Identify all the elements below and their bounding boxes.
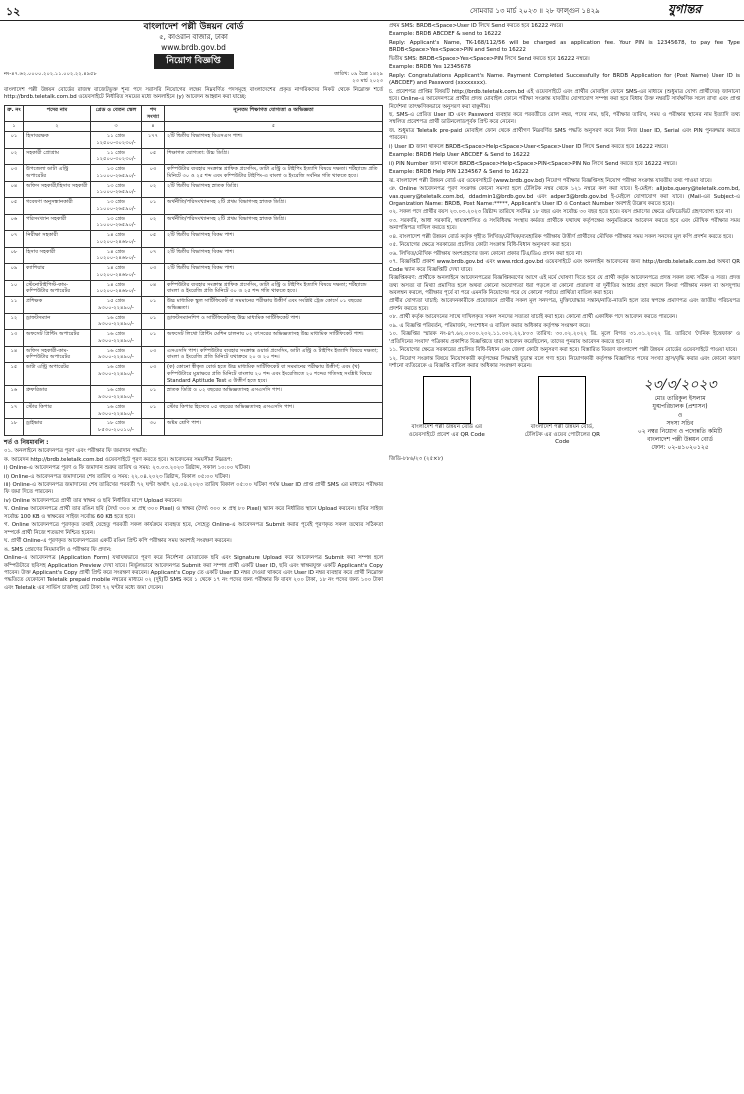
table-cell: অর্থনীতি/পরিসংখ্যানসহ ২টি প্রথম বিভাগসহ স্নাতক ডিগ্রি। [165,198,383,215]
table-cell: ১৪ গ্রেড ১০২০০-২৪৬৮০/- [91,280,142,297]
org-address: ৫, কাওরান বাজার, ঢাকা [159,33,228,42]
newspaper-logo: যুগান্তর [668,2,702,16]
table-cell: ১৭ [5,402,24,419]
signatory-name: মোঃ তারিকুল ইসলাম [654,395,706,403]
table-cell: অর্থনীতি/পরিসংখ্যানসহ ২টি প্রথম বিভাগসহ স্নাতক ডিগ্রি। [165,214,383,231]
table-cell: হিসাবরক্ষক [24,132,91,149]
table-cell: ১১ [5,297,24,314]
paragraph: Example: BRDB Yes 12345678 [389,64,471,71]
table-row [5,148,383,165]
table-cell: ১১ গ্রেড ১২৫০০-৩০২৩০/- [91,148,142,165]
paragraph: খ. Online আবেদনপত্রে প্রার্থী তার রঙিন ছবি (দৈর্ঘ্য ৩০০ × প্রস্থ ৩০০ Pixel) ও স্বাক্ষর (দৈর্ঘ্য ৩০০ × প্রস্থ ৮০ Pixel) স্ক্যান করে নির্ধারিত স্থানে Upload করবেন। ছবির সাইজ সর্বোচ্চ 100 KB ও স্বাক্ষরের সাইজ সর্বোচ্চ 60 KB হতে হবে। [4,506,383,520]
paragraph: ঞ. Online আবেদনপত্র পূরণ সংক্রান্ত কোনো সমস্যা হলে টেলিটক নম্বর থেকে ১২১ নম্বরে কল করা যাবে। ই-মেইল: alljobs.query@teletalk.com.bd, vas.query@teletalk.com.bd, ddadmin1@brdb.gov.bd এবং adper3@brdb.gov.bd ই-মেইলে যোগাযোগ করা যাবে। (Mail-এর Subject-এ Organization Name: BRDB, Post Name:*****, Applicant's User ID ও Contact Number অবশ্যই উল্লেখ করতে হবে)। [389,186,740,207]
paragraph: বিজ্ঞপ্তিকরণ: প্রার্থীকে অনলাইনে আবেদনপত্রের বিজ্ঞপ্তিকরণের আগে এই মর্মে ঘোষণা দিতে হবে যে প্রার্থী কর্তৃক আবেদনপত্রে প্রদত্ত সকল তথ্য সঠিক ও সত্য। প্রদত্ত তথ্য অসত্য বা মিথ্যা প্রমাণিত হলে অথবা কোনো অযোগ্যতা ধরা পড়লে বা কোনো প্রতারণা বা দুর্নীতির আশ্রয় গ্রহণ করলে কিংবা পরীক্ষায় নকল বা অসদুপায় অবলম্বন করলে, পরীক্ষার পূর্বে বা পরে এমনকি নিয়োগের পরে যে কোনো পর্যায়ে প্রার্থিতা বাতিল করা হবে। [389,275,740,296]
table-cell: উপজেলা ডাটা এন্ট্রি অপারেটর [24,165,91,182]
table-cell: ০৭ [5,231,24,248]
table-cell: শিক্ষাগত যোগ্যতা: উচ্চ ডিগ্রি। [165,148,383,165]
table-cell: ০৭ [142,247,165,264]
paragraph: ১১. নিয়োগের ক্ষেত্রে সরকারের প্রচলিত বিধি-বিধান এবং জেলা কোটা অনুসরণ করা হবে। বিস্তারিত বিবরণ বাংলাদেশ পল্লী উন্নয়ন বোর্ডের ওয়েবসাইটে পাওয়া যাবে। [389,347,738,354]
table-cell: অষ্টম শ্রেণি পাশ। [165,419,383,436]
table-cell: ০৩ [142,363,165,386]
col-header: গ্রেড ও বেতন স্কেল [91,105,142,122]
paragraph: ছ. SMS-এ প্রেরিত User ID এবং Password ব্যবহার করে পরবর্তীতে রোল নম্বর, পদের নাম, ছবি, পরীক্ষার তারিখ, সময় ও পরীক্ষার স্থানের নাম ইত্যাদি তথ্য সম্বলিত প্রবেশপত্র প্রার্থী ডাউনলোডপূর্বক প্রিন্ট করে নেবেন। [389,111,740,126]
table-row [5,181,383,198]
table-cell: ১৬ গ্রেড ৯৩০০-২২৪৯০/- [91,330,142,347]
paragraph: Online-এ আবেদনপত্র (Application Form) যথাযথভাবে পূরণ করে নির্দেশনা মোতাবেক ছবি এবং Signature Upload করে আবেদনপত্র Submit করা সম্পন্ন হলে কম্পিউটারে ছবিসহ Application Preview দেখা যাবে। নির্ভুলভাবে আবেদনপত্র Submit করা সম্পন্ন প্রার্থী একটি User ID, ছবি এবং স্বাক্ষরযুক্ত একটি Applicant's Copy পাবেন। উক্ত Applicant's Copy প্রার্থী প্রিন্ট করে সংরক্ষণ করবেন। Applicant's Copy তে একটি User ID নম্বর দেওয়া থাকবে এবং User ID নম্বর ব্যবহার করে প্রার্থী নিম্নোক্ত পদ্ধতিতে যেকোনো Teletalk prepaid mobile নম্বরের মাধ্যমে ০২ (দুই)টি SMS করে ১ থেকে ১৭ নং পদের জন্য পরীক্ষার ফি বাবদ ২০০ টাকা, ১৮ নং পদের জন্য ১০০ টাকা এবং Teletalk এর সার্ভিস চার্জসহ মোট টাকা ৭২ ঘণ্টার মধ্যে জমা দেবেন। [4,555,383,591]
table-row [5,313,383,330]
table-cell: প্রশিক্ষক [24,297,91,314]
table-cell: ১৪ [5,346,24,363]
col-header: ন্যূনতম শিক্ষাগত যোগ্যতা ও অভিজ্ঞতা [165,105,383,122]
table-cell: ০১ [5,132,24,149]
notice-date [334,71,383,85]
table-cell: ১৩ গ্রেড ১১০০০-২৬৫৯০/- [91,214,142,231]
table-row [5,386,383,403]
signature-block [638,376,722,452]
table-cell: কম্পিউটার ব্যবহার সংক্রান্ত গ্রাফিক প্রসেসিং, ডাটা এন্ট্রি ও টাইপিং ইত্যাদি বিষয়ে দক্ষতা; শর্টহ্যান্ডে বাংলা ও ইংরেজি প্রতি মিনিটে ৩০ ও ২৫ শব্দ গতি থাকতে হবে। [165,280,383,297]
date-bangla: তারিখ: ০৯ চৈত্র ১৪২৯ [334,70,383,77]
paragraph: জ. শুধুমাত্র Teletalk pre-paid মোবাইল ফোন থেকে প্রার্থীগণ নিম্নবর্ণিত SMS পদ্ধতি অনুসরণ করে নিজ নিজ User ID, Serial এবং PIN পুনরুদ্ধার করতে পারবেন। [389,127,740,142]
col-header: ক্র. নং [5,105,24,122]
paragraph: Example: BRDB Help PIN 1234567 & Send to 16222 [389,169,529,176]
qr-code-icon[interactable] [538,376,586,424]
qr-label: বাংলাদেশ পল্লী উন্নয়ন বোর্ড এর ওয়েবসাইটে প্রবেশ এর QR Code [408,424,485,438]
table-cell: কম্পিউটার ব্যবহার সংক্রান্ত গ্রাফিক প্রসেসিং, ডাটা এন্ট্রি ও টাইপিং ইত্যাদি বিষয়ে দক্ষতা। শর্টহ্যান্ডে প্রতি মিনিটে ৩০ ও ২৫ শব্দ এবং কম্পিউটার টাইপিং-এ বাংলা ও ইংরেজি সর্বনিম্ন গতি থাকতে হবে। [165,165,383,182]
paragraph: প্রার্থীর যোগ্যতা যাচাই: আবেদনকারীকে প্রয়োজনে প্রার্থীর সকল মূল সনদপত্র, মুক্তিযোদ্ধার সন্তান/নাতি-নাতনি হলে তার স্বপক্ষে প্রমাণপত্র এবং জাতীয় পরিচয়পত্র প্রদর্শন করতে হবে। [389,298,740,312]
table-cell: এসএসসি পাশ। কম্পিউটার ব্যবহার সংক্রান্ত ওয়ার্ড প্রসেসিং, ডাটা এন্ট্রি ও টাইপিং ইত্যাদি বিষয়ে দক্ষতা; বাংলা ও ইংরেজি প্রতি মিনিটে যথাক্রমে ২০ ও ২০ শব্দ। [165,346,383,363]
table-cell: ১২ [5,313,24,330]
terms-list [4,448,383,592]
table-cell: ০১ [142,386,165,403]
table-cell: ১৬ গ্রেড ৯৩০০-২২৪৯০/- [91,402,142,419]
table-cell: পরিসংখ্যান সহকারী [24,214,91,231]
table-row [5,214,383,231]
table-cell: ৩০ [142,419,165,436]
table-cell: ১৫ [5,363,24,386]
paragraph: দ্বিতীয় SMS: BRDB<Space>Yes<Space>PIN লিখে Send করতে হবে 16222 নম্বরে। [389,55,590,62]
paragraph: ০৫. নিয়োগের ক্ষেত্রে সরকারের প্রচলিত কোটা সংক্রান্ত বিধি-বিধান অনুসরণ করা হবে। [389,242,572,249]
col-number: ৩ [91,122,142,132]
table-cell: ১৪ গ্রেড ১০২০০-২৪৬৮০/- [91,247,142,264]
org-website: www.brdb.gov.bd [161,42,226,52]
table-cell: ০৩ [142,346,165,363]
table-cell: ০২ [5,148,24,165]
table-cell: গবেষণা অনুসন্ধানকারী [24,198,91,215]
table-cell: ১৬ [5,386,24,403]
table-cell: ০৫ [142,231,165,248]
signatory-title: সদস্য সচিব [666,419,694,427]
paragraph: Example: BRDB ABCDEF & send to 16222 [389,31,502,38]
table-cell: অফসেট লিথো প্রিন্টিং মেশিন চালনায় ০২ বৎসরের অভিজ্ঞতাসহ উচ্চ মাধ্যমিক সার্টিফিকেট পাশ। [165,330,383,347]
paragraph: ঘ. প্রার্থী Online-এ পূরণকৃত আবেদনপত্রের একটি রঙিন প্রিন্ট কপি পরীক্ষার সময় অবশ্যই সংরক্ষণ করবেন। [4,538,232,545]
table-cell: (ক) কোনো স্বীকৃত বোর্ড হতে উচ্চ মাধ্যমিক সার্টিফিকেট বা সমমানের পরীক্ষায় উত্তীর্ণ; এবং (খ) কম্পিউটারে মুদ্রাক্ষরে প্রতি মিনিটে বাংলায় ২০ শব্দ এবং ইংরেজিতে ২০ শব্দের গতিসহ সংশ্লিষ্ট বিষয়ে Standard Aptitude Test এ উত্তীর্ণ হতে হবে। [165,363,383,386]
paragraph: ০৭. বিজ্ঞপ্তিটি প্রকাশ www.brdb.gov.bd এবং www.rdcd.gov.bd ওয়েবসাইটে এবং অনলাইন আবেদনের জন্য http://brdb.teletalk.com.bd অথবা QR Code স্ক্যান করে বিজ্ঞপ্তিটি দেখা যাবে। [389,259,740,273]
paragraph: চ. প্রবেশপত্র প্রাপ্তির বিষয়টি http://brdb.teletalk.com.bd এই ওয়েবসাইটে এবং প্রার্থীর মোবাইল ফোনে SMS-এর মাধ্যমে (শুধুমাত্র যোগ্য প্রার্থীদের) জানানো হবে। Online-এ আবেদনপত্রে প্রার্থীর প্রদত্ত মোবাইল ফোনে পরীক্ষা সংক্রান্ত যাবতীয় যোগাযোগ সম্পন্ন করা হবে বিধায় উক্ত নম্বরটি সার্বক্ষণিক সচল রাখা এবং প্রাপ্ত নির্দেশনা তাৎক্ষণিকভাবে অনুসরণ করা বাঞ্ছনীয়। [389,88,740,110]
signatory-title: বাংলাদেশ পল্লী উন্নয়ন বোর্ড [647,435,713,443]
signature-mark: ২৩/৩/২০২৩ [643,377,717,394]
table-row [5,132,383,149]
table-cell: ড্রাফটসম্যান [24,313,91,330]
table-cell: ১৮ [5,419,24,436]
paragraph: ০৩. সরকারি, আধা সরকারি, স্বায়ত্তশাসিত ও সংবিধিবদ্ধ সংস্থায় কর্মরত প্রার্থীকে যথাযথ কর্তৃপক্ষের অনুমতিক্রমে আবেদন করতে হবে এবং মৌখিক পরীক্ষার সময় অনাপত্তিপত্র দাখিল করতে হবে। [389,217,740,232]
posts-table-body [5,132,383,436]
table-row [5,198,383,215]
sms-instructions [389,23,740,208]
table-cell: নিরীক্ষা সহকারী [24,231,91,248]
table-row [5,419,383,436]
table-cell: সহকারী প্রোগ্রাম [24,148,91,165]
col-number: ২ [24,122,91,132]
table-cell: ০৫ [5,198,24,215]
table-cell: ০৪ [142,280,165,297]
qr-code-icon[interactable] [423,376,471,424]
table-cell: ১৩ গ্রেড ১১০০০-২৬৫৯০/- [91,198,142,215]
table-cell: ১৭৭ [142,132,165,149]
table-cell: ০১ [142,402,165,419]
table-cell: ১০ [5,280,24,297]
table-cell: ০৩ [142,165,165,182]
table-row [5,165,383,182]
paragraph: ০৮. প্রার্থী কর্তৃক আবেদনের সাথে দাখিলকৃত সকল সনদের সত্যতা যাচাই করা হবে। কোনো প্রার্থী একাধিক পদে আবেদন করতে পারবেন। [389,314,678,321]
right-column [389,22,740,463]
paragraph: ০১. অনলাইনে আবেদনপত্র পূরণ এবং পরীক্ষার ফি জমাদান পদ্ধতি: [4,448,148,455]
table-cell: ০১ [142,330,165,347]
table-cell: ১৫ গ্রেড ৯৩০০-২২৪৯০/- [91,297,142,314]
table-cell: ১৬ গ্রেড ৯৩০০-২২৪৯০/- [91,363,142,386]
col-number: ৪ [142,122,165,132]
paragraph: Example: BRDB Help User ABCDEF & Send to 16222 [389,152,530,159]
table-cell: ০৪ [5,181,24,198]
table-cell: স্টেনোটাইপিস্ট-কাম-কম্পিউটার অপারেটর [24,280,91,297]
left-column [4,22,383,593]
table-cell: ১১ গ্রেড ১২৫০০-৩০২৩০/- [91,132,142,149]
table-cell: ১৬ গ্রেড ৯৩০০-২২৪৯০/- [91,313,142,330]
table-cell: ০১ [142,198,165,215]
posts-table [4,105,383,436]
paragraph: ১২. নিয়োগ সংক্রান্ত বিষয়ে নিয়োগকারী কর্তৃপক্ষের সিদ্ধান্তই চূড়ান্ত বলে গণ্য হবে। নিয়োগকারী কর্তৃপক্ষ বিজ্ঞাপিত পদের সংখ্যা হ্রাস/বৃদ্ধি করার এবং কোনো কারণ দর্শানো ব্যতিরেকে এ বিজ্ঞপ্তি বাতিল করার অধিকার সংরক্ষণ করেন। [389,355,740,370]
table-cell: স্নাতক ডিগ্রি ও ০২ বছরের অভিজ্ঞতাসহ এসএসসি পাশ। [165,386,383,403]
paragraph: ১০. বিজ্ঞপ্তির স্মারক নং-৪৭.৬২.০০০০.২০২.১১.০০২.২২.৮০৩ তারিখ: ৩০.০২.২০২২ খ্রি. মূলে বিগত ৩১.০১.২০২২ খ্রি. তারিখে 'দৈনিক ইত্তেফাক' ও 'প্রতিদিনের সংবাদ' পত্রিকায় প্রকাশিত বিজ্ঞপ্তিতে যারা আবেদন করেছিলেন, তাদের পুনরায় আবেদন করতে হবে না। [389,331,740,345]
org-name: বাংলাদেশ পল্লী উন্নয়ন বোর্ড [143,22,244,32]
table-cell: ড্রাইভার [24,419,91,436]
table-header-row [5,105,383,122]
table-row [5,264,383,281]
date-english: ২৩ মার্চ ২০২৩ [352,77,383,84]
table-cell: ডাটা এন্ট্রি অপারেটর [24,363,91,386]
paragraph: ০৯. এ বিজ্ঞপ্তি পরিবর্তন, পরিমার্জন, সংশোধন ও বাতিল করার অধিকার কর্তৃপক্ষ সংরক্ষণ করে। [389,322,590,329]
paragraph: ০৪. বাংলাদেশ পল্লী উন্নয়ন বোর্ড কর্তৃক গৃহীত লিখিত/মৌখিক/ব্যবহারিক পরীক্ষায় উত্তীর্ণ প্রার্থীদের মৌখিক পরীক্ষার সময় সকল সনদের মূল কপি প্রদর্শন করতে হবে। [389,233,734,240]
table-cell: ০২ [142,214,165,231]
table-cell: ২টি দ্বিতীয় বিভাগসহ বিকম পাশ। [165,231,383,248]
table-cell: প্রুফরিডার [24,386,91,403]
table-cell: ১৬ গ্রেড ৯৩০০-২২৪৯০/- [91,346,142,363]
qr-block-teletalk[interactable] [522,376,602,452]
table-cell: ১৪ গ্রেড ১০২০০-২৪৬৮০/- [91,231,142,248]
conditions-list [389,209,740,370]
table-row [5,247,383,264]
paragraph: Reply: Applicant's Name, TK-168/112/56 will be charged as application fee. Your PIN is 12345678, to pay fee Type BRDB<Space>Yes<Space>PIN and Send to 16222 [389,39,740,54]
terms-heading: শর্ত ও নিয়মাবলি : [4,438,49,446]
paragraph: i) User ID জানা থাকলে BRDB<Space>Help<Space>User<Space>User ID লিখে Send করতে হবে 16222 নম্বরে। [389,143,669,150]
paragraph: প্রথম SMS: BRDB<Space>User ID লিখে Send করতে হবে 16222 নম্বরে। [389,23,564,29]
table-cell: ০২ [142,181,165,198]
table-cell: ড্রাফটসম্যানশিপ ও সার্টিফিকেটসহ উচ্চ মাধ্যমিক সার্টিফিকেট পাশ। [165,313,383,330]
paragraph: ii) PIN Number জানা থাকলে BRDB<Space>Help<Space>PIN<Space>PIN No লিখে Send করতে হবে 16222 নম্বরে। [389,160,677,167]
paragraph: ০২. সকল পদে প্রার্থীর বয়স ২৩.০৩.২০২৩ খ্রিষ্টাব্দ তারিখে সর্বনিম্ন ১৮ বছর এবং সর্বোচ্চ ৩০ বছর হতে হবে। বয়স প্রমাণের ক্ষেত্রে এফিডেভিট গ্রহণযোগ্য হবে না। [389,209,733,216]
notice-title: নিয়োগ বিজ্ঞপ্তি [154,54,234,68]
intro-text: বাংলাদেশ পল্লী উন্নয়ন বোর্ডের রাজস্ব বাজেটভুক্ত শূন্য পদে সরাসরি নিয়োগের লক্ষ্যে নিম্নবর্ণিত পদসমূহে বাংলাদেশের প্রকৃত নাগরিকদের নিকট থেকে নিম্নোক্ত শর্তে http://brdb.teletalk.com.bd ওয়েবসাইটে নির্ধারিত সময়ের মধ্যে অনলাইনে (y) আবেদন আহ্বান করা যাচ্ছে: [4,87,383,101]
table-row [5,402,383,419]
table-number-row [5,122,383,132]
paragraph: iv) Online আবেদনপত্রে প্রার্থী তার স্বাক্ষর ও ছবি নির্ধারিত মাপে Upload করবেন। [4,497,182,504]
qr-label: বাংলাদেশ পল্লী উন্নয়ন বোর্ড, টেলিটক এর ওয়েব পোর্টালের QR Code [524,424,601,446]
table-cell: ১৩ [5,330,24,347]
ref-row [4,71,383,85]
table-cell: ২টি দ্বিতীয় বিভাগসহ বিকম পাশ। [165,264,383,281]
table-cell: ১৩ গ্রেড ১১০০০-২৬৫৯০/- [91,165,142,182]
col-number: ৫ [165,122,383,132]
col-number: ১ [5,122,24,132]
signatory-phone: ফোন: ০২-৪১০২০১২৫ [651,443,709,451]
table-cell: অফিস সহকারী/হিসাব সহকারী [24,181,91,198]
paragraph: Reply: Congratulations Applicant's Name. Payment Completed Successfully for BRDB Application for (Post Name) User ID is (ABCDEF) and Password (xxxxxxxx). [389,72,740,87]
paragraph: ঙ. SMS প্রেরণের নিয়মাবলি ও পরীক্ষার ফি প্রদান: [4,546,112,553]
header-date: সোমবার ১৩ মার্চ ২০২৩ ॥ ২৮ ফাল্গুন ১৪২৯ [470,7,600,15]
memo-number: নং-৪৭.৬২.০০০০.২০২.১১.০০২.২২.৪৯৫৮ [4,70,97,77]
gd-reference: জিডি-৮৮৬/২৩ (২৫×৮) [389,456,444,463]
paragraph: ০৬. লিখিত/মৌখিক পরীক্ষায় অংশগ্রহণের জন্য কোনো প্রকার টিএ/ডিএ প্রদান করা হবে না। [389,250,583,257]
table-cell: ২টি দ্বিতীয় বিভাগসহ বিএসএস পাশ। [165,132,383,149]
table-cell: ১৩ গ্রেড ১১০০০-২৬৫৯০/- [91,181,142,198]
table-cell: ০৬ [5,214,24,231]
table-cell: ০১ [142,297,165,314]
table-cell: উচ্চ মাধ্যমিক স্কুল সার্টিফিকেট বা সমমানের পরীক্ষায় উত্তীর্ণ এবং সংশ্লিষ্ট ট্রেড কোর্সে ০১ বছরের অভিজ্ঞতা। [165,297,383,314]
table-cell: ০৩ [142,264,165,281]
table-row [5,280,383,297]
table-row [5,330,383,347]
table-row [5,346,383,363]
paragraph: i) Online-এ আবেদনপত্র পূরণ ও ফি জমাদান শুরুর তারিখ ও সময়: ২৩.০৩.২০২৩ খ্রিষ্টাব্দ, সকাল ১০:০০ ঘটিকা। [4,465,251,472]
table-cell: ২টি দ্বিতীয় বিভাগসহ স্নাতক ডিগ্রি। [165,181,383,198]
table-cell: ১৬ গ্রেড ৯৩০০-২২৪৯০/- [91,386,142,403]
col-header: পদ সংখ্যা [142,105,165,122]
paragraph: ক. আবেদন http://brdb.teletalk.com.bd ওয়েবসাইটে পূরণ করতে হবে। আবেদনের সময়সীমা নিম্নরূপ: [4,456,233,463]
page-number: ১২ [6,5,21,18]
table-cell: স্টোর কিপার হিসেবে ০৫ বছরের অভিজ্ঞতাসহ এসএসসি পাশ। [165,402,383,419]
table-cell: ১৮ গ্রেড ৮৫৩০-২০০১০/- [91,419,142,436]
paragraph: ঝ. বাংলাদেশ পল্লী উন্নয়ন বোর্ড এর ওয়েবসাইটে (www.brdb.gov.bd) নিয়োগ পরীক্ষার বিজ্ঞপ্তিসহ নিয়োগ পরীক্ষা সংক্রান্ত যাবতীয় তথ্য পাওয়া যাবে। [389,177,712,184]
table-cell: অফিস সহকারী-কাম-কম্পিউটার অপারেটর [24,346,91,363]
table-row [5,231,383,248]
table-cell: হিসাব সহকারী [24,247,91,264]
paragraph: গ. Online আবেদনপত্রে পূরণকৃত তথ্যই যেহেতু পরবর্তী সকল কার্যক্রমে ব্যবহৃত হবে, সেহেতু Online-এ আবেদনপত্র Submit করার পূর্বেই পূরণকৃত সকল তথ্যের সঠিকতা সম্পর্কে প্রার্থী নিজে শতভাগ নিশ্চিত হবেন। [4,522,383,536]
paragraph: iii) Online-এ আবেদনপত্র জমাদানের শেষ তারিখের পরবর্তী ৭২ ঘণ্টা অর্থাৎ ২৫.০৪.২০২৩ তারিখ বিকাল ০৫:০০ ঘটিকা পর্যন্ত User ID প্রাপ্ত প্রার্থী SMS এর মাধ্যমে পরীক্ষার ফি জমা দিতে পারবেন। [4,481,383,496]
table-cell: ০৮ [5,247,24,264]
table-cell: ০৩ [5,165,24,182]
table-cell: স্টোর কিপার [24,402,91,419]
table-cell: ০৯ [5,264,24,281]
signatory-title: যুগ্মপরিচালক (প্রশাসন) [652,403,708,411]
table-cell: ক্যাশিয়ার [24,264,91,281]
table-row [5,297,383,314]
signatory-title: ০২ নম্বর নিয়োগ ও পদোন্নতি কমিটি [637,427,723,435]
signatory-title: ও [677,411,683,419]
col-header: পদের নাম [24,105,91,122]
qr-row [389,376,740,452]
table-row [5,363,383,386]
newspaper-header [0,0,744,21]
table-cell: অফসেট প্রিন্টিং অপারেটর [24,330,91,347]
table-cell: ০৫ [142,148,165,165]
qr-block-brdb[interactable] [407,376,487,452]
table-cell: ০১ [142,313,165,330]
table-cell: ২টি দ্বিতীয় বিভাগসহ বিকম পাশ। [165,247,383,264]
paragraph: ii) Online-এ আবেদনপত্র জমাদানের শেষ তারিখ ও সময়: ২২.০৪.২০২৩ খ্রিষ্টাব্দ, বিকাল ০৫:০০ ঘটিকা। [4,473,230,480]
table-cell: ১৪ গ্রেড ১০২০০-২৪৬৮০/- [91,264,142,281]
